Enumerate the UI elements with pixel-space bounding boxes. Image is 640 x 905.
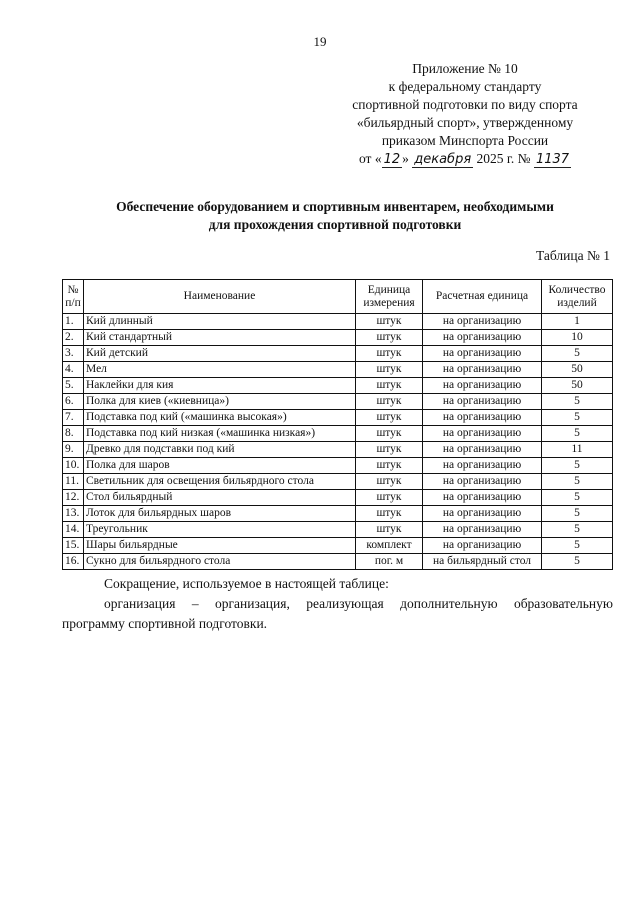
row-qty: 5: [542, 426, 613, 442]
table-row: [63, 554, 613, 570]
annex-line: приказом Минспорта России: [381, 133, 549, 148]
annex-line: спортивной подготовки по виду спорта: [352, 97, 578, 112]
table-row: [63, 442, 613, 458]
annex-line: к федеральному стандарту: [388, 79, 542, 94]
row-num: 12.: [63, 490, 84, 506]
row-num: 13.: [63, 506, 84, 522]
row-num: 6.: [63, 394, 84, 410]
table-label: Таблица № 1: [536, 248, 610, 263]
header-num: № п/п: [63, 280, 84, 314]
row-calc: на организацию: [423, 490, 542, 506]
header-qty: Количество изделий: [542, 280, 613, 314]
row-calc: на бильярдный стол: [423, 554, 542, 570]
page-number: 19: [313, 34, 327, 49]
header-calc: Расчетная единица: [423, 280, 542, 314]
row-calc: на организацию: [423, 506, 542, 522]
table-row: [63, 506, 613, 522]
annex-line: «бильярдный спорт», утвержденному: [356, 115, 574, 130]
row-qty: 5: [542, 506, 613, 522]
row-qty: 5: [542, 458, 613, 474]
row-num: 11.: [63, 474, 84, 490]
row-qty: 50: [542, 362, 613, 378]
table-row: [63, 458, 613, 474]
table-row: [63, 378, 613, 394]
row-calc: на организацию: [423, 474, 542, 490]
row-name: Кий стандартный: [84, 330, 356, 346]
row-calc: на организацию: [423, 426, 542, 442]
title-line: для прохождения спортивной подготовки: [208, 217, 462, 232]
table-body: [63, 314, 613, 570]
row-qty: 11: [542, 442, 613, 458]
row-name: Сукно для бильярдного стола: [84, 554, 356, 570]
row-num: 2.: [63, 330, 84, 346]
row-num: 15.: [63, 538, 84, 554]
row-name: Полка для киев («киевница»): [84, 394, 356, 410]
table-row: [63, 362, 613, 378]
row-unit: штук: [356, 362, 423, 378]
table-row: [63, 410, 613, 426]
table-row: [63, 314, 613, 330]
row-qty: 5: [542, 538, 613, 554]
document-title: [70, 198, 600, 234]
row-num: 4.: [63, 362, 84, 378]
table-row: [63, 538, 613, 554]
equipment-table: [62, 279, 613, 570]
annex-date-line: [330, 150, 600, 169]
date-year: 2025 г. №: [476, 151, 531, 166]
title-line: Обеспечение оборудованием и спортивным инвентарем, необходимыми: [116, 199, 554, 214]
row-name: Подставка под кий («машинка высокая»): [84, 410, 356, 426]
row-name: Стол бильярдный: [84, 490, 356, 506]
row-calc: на организацию: [423, 538, 542, 554]
date-month: декабря: [414, 152, 472, 167]
header-unit: Единица измерения: [356, 280, 423, 314]
table-row: [63, 394, 613, 410]
footnote-definition: организация – организация, реализующая дополнительную образовательную программу спортивной подготовки.: [62, 596, 613, 631]
row-num: 3.: [63, 346, 84, 362]
row-num: 5.: [63, 378, 84, 394]
date-day: 12: [383, 152, 401, 167]
row-calc: на организацию: [423, 458, 542, 474]
row-name: Полка для шаров: [84, 458, 356, 474]
row-qty: 5: [542, 346, 613, 362]
row-name: Кий детский: [84, 346, 356, 362]
footnote-heading: Сокращение, используемое в настоящей таблице:: [104, 576, 389, 591]
row-name: Мел: [84, 362, 356, 378]
row-qty: 5: [542, 474, 613, 490]
row-qty: 1: [542, 314, 613, 330]
row-unit: штук: [356, 442, 423, 458]
row-num: 16.: [63, 554, 84, 570]
row-calc: на организацию: [423, 410, 542, 426]
table-row: [63, 426, 613, 442]
row-calc: на организацию: [423, 330, 542, 346]
row-qty: 50: [542, 378, 613, 394]
row-calc: на организацию: [423, 378, 542, 394]
row-unit: штук: [356, 474, 423, 490]
row-unit: штук: [356, 330, 423, 346]
row-num: 10.: [63, 458, 84, 474]
table-row: [63, 330, 613, 346]
row-num: 7.: [63, 410, 84, 426]
table-row: [63, 522, 613, 538]
annex-title: Приложение № 10: [412, 61, 518, 76]
row-name: Подставка под кий низкая («машинка низкая»): [84, 426, 356, 442]
row-num: 1.: [63, 314, 84, 330]
row-name: Древко для подставки под кий: [84, 442, 356, 458]
row-num: 9.: [63, 442, 84, 458]
annex-header: [330, 60, 600, 169]
row-name: Треугольник: [84, 522, 356, 538]
row-num: 8.: [63, 426, 84, 442]
row-name: Лоток для бильярдных шаров: [84, 506, 356, 522]
row-qty: 5: [542, 410, 613, 426]
row-unit: штук: [356, 410, 423, 426]
row-calc: на организацию: [423, 314, 542, 330]
row-calc: на организацию: [423, 394, 542, 410]
row-qty: 5: [542, 554, 613, 570]
row-unit: штук: [356, 378, 423, 394]
row-num: 14.: [63, 522, 84, 538]
table-row: [63, 346, 613, 362]
row-name: Наклейки для кия: [84, 378, 356, 394]
row-qty: 10: [542, 330, 613, 346]
row-calc: на организацию: [423, 362, 542, 378]
row-unit: комплект: [356, 538, 423, 554]
order-number: 1137: [535, 152, 570, 167]
row-unit: штук: [356, 458, 423, 474]
row-unit: штук: [356, 490, 423, 506]
row-calc: на организацию: [423, 346, 542, 362]
table-row: [63, 490, 613, 506]
table-header-row: [63, 280, 613, 314]
row-calc: на организацию: [423, 442, 542, 458]
row-name: Кий длинный: [84, 314, 356, 330]
row-unit: штук: [356, 506, 423, 522]
row-unit: пог. м: [356, 554, 423, 570]
footnote: [62, 574, 613, 634]
row-unit: штук: [356, 522, 423, 538]
row-name: Шары бильярдные: [84, 538, 356, 554]
table-row: [63, 474, 613, 490]
row-qty: 5: [542, 394, 613, 410]
row-qty: 5: [542, 522, 613, 538]
row-qty: 5: [542, 490, 613, 506]
row-unit: штук: [356, 394, 423, 410]
row-calc: на организацию: [423, 522, 542, 538]
row-unit: штук: [356, 346, 423, 362]
row-unit: штук: [356, 426, 423, 442]
row-name: Светильник для освещения бильярдного стола: [84, 474, 356, 490]
date-prefix: от «: [358, 151, 382, 166]
header-name: Наименование: [84, 280, 356, 314]
row-unit: штук: [356, 314, 423, 330]
date-mid: »: [402, 151, 409, 166]
